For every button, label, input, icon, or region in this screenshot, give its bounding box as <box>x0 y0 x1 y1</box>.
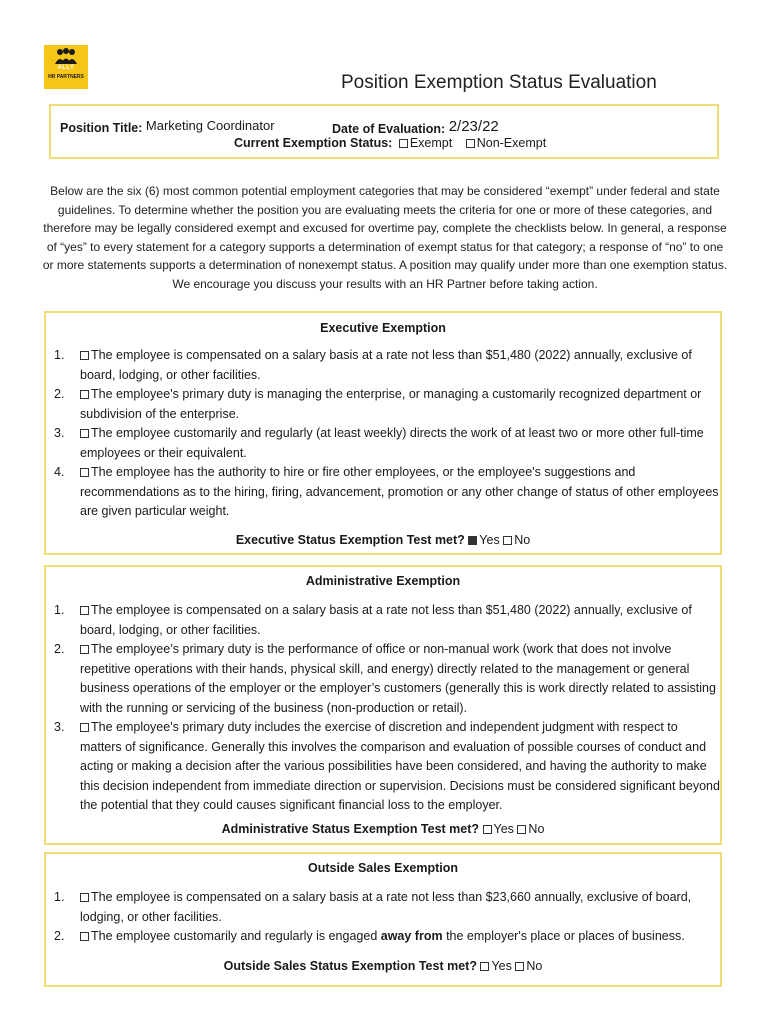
people-logo-icon <box>54 48 78 66</box>
outside-sales-checklist <box>46 888 720 947</box>
position-title-field <box>60 118 275 135</box>
list-item: 3. The employee customarily and regularly (at least weekly) directs the work of at least two or more other full-time employees or their equivalent. <box>54 426 704 460</box>
executive-yes-option[interactable]: Yes <box>468 533 499 547</box>
status-nonexempt-option[interactable]: Non-Exempt <box>466 136 546 150</box>
executive-checklist <box>46 346 720 522</box>
item-checkbox[interactable] <box>80 429 89 438</box>
outside-sales-no-option[interactable]: No <box>515 959 542 973</box>
administrative-yes-option[interactable]: Yes <box>483 822 514 836</box>
outside-sales-yes-option[interactable]: Yes <box>480 959 511 973</box>
list-item: 1. The employee is compensated on a salary basis at a rate not less than $51,480 (2022) annually, exclusive of board, lodging, or other facilities. <box>54 348 692 382</box>
list-item: 1. The employee is compensated on a salary basis at a rate not less than $51,480 (2022) annually, exclusive of board, lodging, or other facilities. <box>54 603 692 637</box>
list-item: 3. The employee's primary duty includes the exercise of discretion and independent judgment with respect to matters of significance. Generally this involves the comparison and evaluation of possible courses of conduct and acting or making a decision after the various possibilities have been considered, and having the authority to make this decision independent from immediate direction or supervision. Decisions must be considered significant beyond the potential that they could causes significant financial loss to the employer. <box>54 720 720 812</box>
outside-sales-item-2-text: The employee customarily and regularly is engaged away from the employer's place or places of business. <box>91 929 685 943</box>
position-title-input[interactable]: Marketing Coordinator <box>145 118 275 133</box>
item-checkbox[interactable] <box>80 932 89 941</box>
list-item: 4. The employee has the authority to hire or fire other employees, or the employee's suggestions and recommendations as to the hiring, firing, advancement, promotion or any other change of status of other employees are given particular weight. <box>54 465 719 518</box>
administrative-test-line: Administrative Status Exemption Test met? Yes No <box>221 822 545 836</box>
item-checkbox[interactable] <box>80 606 89 615</box>
list-item: 2. The employee customarily and regularly is engaged away from the employer's place or places of business. <box>54 929 685 943</box>
item-checkbox[interactable] <box>80 351 89 360</box>
logo-wordmark: ALLY <box>57 65 75 71</box>
yes-checkbox[interactable] <box>483 825 492 834</box>
header-box <box>49 104 719 159</box>
intro-paragraph: Below are the six (6) most common potential employment categories that may be considered “exempt” under federal and state guidelines. To determine whether the position you are evaluating meets the criteria for one or more of these categories, and therefore may be legally considered exempt and excused for overtime pay, complete the checklists below. In general, a response of “yes” to every statement for a category supports a determination of exempt status for that category; a response of “no” to one or more statements supports a determination of nonexempt status. A position may qualify under more than one exemption status. We encourage you discuss your results with an HR Partner before taking action. <box>42 184 728 291</box>
yes-checkbox[interactable] <box>468 536 477 545</box>
list-item: 2. The employee’s primary duty is the performance of office or non-manual work (work that does not involve repetitive operations with their hands, physical skill, and energy) directly related to the management or general business operations of the employer or the employer’s customers (generally this is work directly related to assisting with the running or servicing of the business (non-production or retail). <box>54 642 716 715</box>
item-checkbox[interactable] <box>80 723 89 732</box>
item-checkbox[interactable] <box>80 893 89 902</box>
company-logo <box>44 45 88 89</box>
administrative-checklist <box>46 601 720 816</box>
executive-exemption-section <box>44 311 722 555</box>
outside-sales-test-line: Outside Sales Status Exemption Test met? Yes No <box>223 959 543 973</box>
no-checkbox[interactable] <box>517 825 526 834</box>
executive-no-option[interactable]: No <box>503 533 530 547</box>
no-checkbox[interactable] <box>515 962 524 971</box>
logo-subtitle: HR PARTNERS <box>48 74 84 80</box>
item-checkbox[interactable] <box>80 390 89 399</box>
yes-checkbox[interactable] <box>480 962 489 971</box>
administrative-exemption-section <box>44 565 722 845</box>
date-input[interactable]: 2/23/22 <box>448 118 499 135</box>
status-label: Current Exemption Status: <box>234 136 393 150</box>
administrative-no-option[interactable]: No <box>517 822 544 836</box>
position-title-label: Position Title: <box>60 121 143 135</box>
current-status-field <box>234 136 546 150</box>
no-checkbox[interactable] <box>503 536 512 545</box>
nonexempt-checkbox[interactable] <box>466 139 475 148</box>
item-checkbox[interactable] <box>80 645 89 654</box>
section-title: Administrative Exemption <box>305 574 461 588</box>
section-title: Executive Exemption <box>320 321 446 335</box>
date-label: Date of Evaluation: <box>332 122 446 136</box>
status-exempt-option[interactable]: Exempt <box>399 136 452 150</box>
outside-sales-exemption-section <box>44 852 722 987</box>
executive-test-line: Executive Status Exemption Test met? Yes No <box>235 533 531 547</box>
list-item: 2. The employee's primary duty is managing the enterprise, or managing a customarily recognized department or subdivision of the enterprise. <box>54 387 702 421</box>
list-item: 1. The employee is compensated on a salary basis at a rate not less than $23,660 annually, exclusive of board, lodging, or other facilities. <box>54 890 692 924</box>
date-of-evaluation-field <box>332 118 499 136</box>
document-title: Position Exemption Status Evaluation <box>341 72 657 93</box>
section-title: Outside Sales Exemption <box>307 861 459 875</box>
exempt-checkbox[interactable] <box>399 139 408 148</box>
item-checkbox[interactable] <box>80 468 89 477</box>
emphasis-away-from: away from <box>380 929 443 943</box>
